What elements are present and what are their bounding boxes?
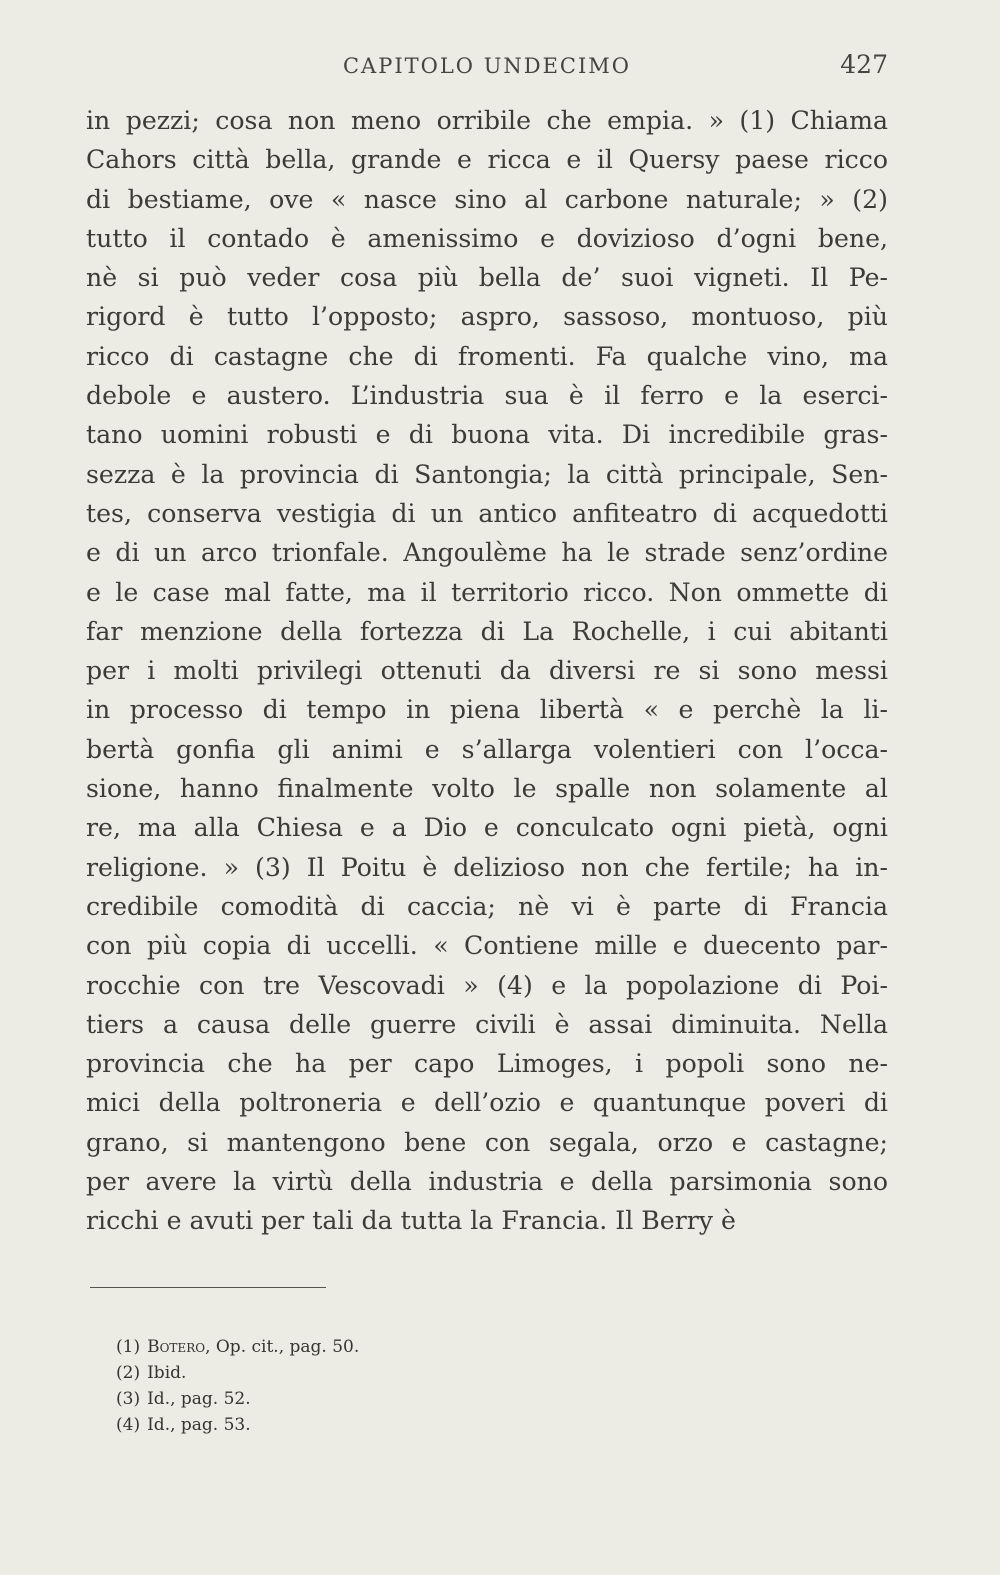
body-text <box>86 101 888 1241</box>
text-line: religione. » (3) Il Poitu è delizioso non che fertile; ha in- <box>86 852 888 882</box>
text-line: mici della poltroneria e dell’ozio e quantunque poveri di <box>86 1088 888 1118</box>
text-line: e le case mal fatte, ma il territorio ricco. Non ommette di <box>86 577 888 607</box>
text-line: nè si può veder cosa più bella de’ suoi vigneti. Il Pe- <box>86 263 888 293</box>
footnote-author: Botero <box>147 1337 206 1357</box>
footnote-number: (2) <box>116 1363 141 1383</box>
text-line: sezza è la provincia di Santongia; la città principale, Sen- <box>86 459 888 489</box>
footnote-number: (3) <box>116 1389 141 1409</box>
footnote-separator <box>90 1287 326 1288</box>
text-line: debole e austero. L’industria sua è il ferro e la eserci- <box>86 381 888 411</box>
footnotes <box>116 1334 616 1438</box>
chapter-title: CAPITOLO UNDECIMO <box>342 54 632 78</box>
text-line: rigord è tutto l’opposto; aspro, sassoso, montuoso, più <box>86 302 888 332</box>
footnote <box>116 1386 616 1412</box>
running-head <box>86 50 888 86</box>
footnote-text: Ibid. <box>147 1363 187 1383</box>
text-line: ricco di castagne che di fromenti. Fa qualche vino, ma <box>86 341 888 371</box>
text-line: provincia che ha per capo Limoges, i popoli sono ne- <box>86 1049 888 1079</box>
text-line: in processo di tempo in piena libertà « e perchè la li- <box>86 695 888 725</box>
text-line: per avere la virtù della industria e della parsimonia sono <box>86 1167 888 1197</box>
text-line: di bestiame, ove « nasce sino al carbone naturale; » (2) <box>86 184 888 214</box>
text-line: tiers a causa delle guerre civili è assai diminuita. Nella <box>86 1009 888 1039</box>
footnote <box>116 1360 616 1386</box>
text-line: sione, hanno finalmente volto le spalle non solamente al <box>86 774 888 804</box>
text-line: con più copia di uccelli. « Contiene mille e duecento par- <box>86 931 888 961</box>
page-number: 427 <box>840 50 888 79</box>
text-line: e di un arco trionfale. Angoulème ha le strade senz’ordine <box>86 538 888 568</box>
text-line: per i molti privilegi ottenuti da diversi re si sono messi <box>86 656 888 686</box>
footnote-number: (1) <box>116 1337 141 1357</box>
text-line: tano uomini robusti e di buona vita. Di incredibile gras- <box>86 420 888 450</box>
footnote <box>116 1412 616 1438</box>
footnote-text: , Op. cit., pag. 50. <box>205 1337 360 1357</box>
text-line: in pezzi; cosa non meno orribile che empia. » (1) Chiama <box>86 106 888 135</box>
footnote <box>116 1334 616 1360</box>
footnote-number: (4) <box>116 1415 141 1435</box>
footnote-text: Id., pag. 53. <box>147 1415 251 1435</box>
text-line: credibile comodità di caccia; nè vi è parte di Francia <box>86 891 888 921</box>
text-line: tutto il contado è amenissimo e dovizioso d’ogni bene, <box>86 223 888 253</box>
text-line: grano, si mantengono bene con segala, orzo e castagne; <box>86 1127 888 1157</box>
text-line: far menzione della fortezza di La Rochelle, i cui abitanti <box>86 616 888 646</box>
text-line: Cahors città bella, grande e ricca e il Quersy paese ricco <box>86 145 888 175</box>
text-line: re, ma alla Chiesa e a Dio e conculcato ogni pietà, ogni <box>86 813 888 843</box>
footnote-text: Id., pag. 52. <box>147 1389 251 1409</box>
text-line: rocchie con tre Vescovadi » (4) e la popolazione di Poi- <box>86 970 888 1000</box>
text-line: bertà gonfia gli animi e s’allarga volentieri con l’occa- <box>86 734 888 764</box>
text-line: tes, conserva vestigia di un antico anfiteatro di acquedotti <box>86 498 888 528</box>
text-line: ricchi e avuti per tali da tutta la Francia. Il Berry è <box>86 1206 736 1236</box>
